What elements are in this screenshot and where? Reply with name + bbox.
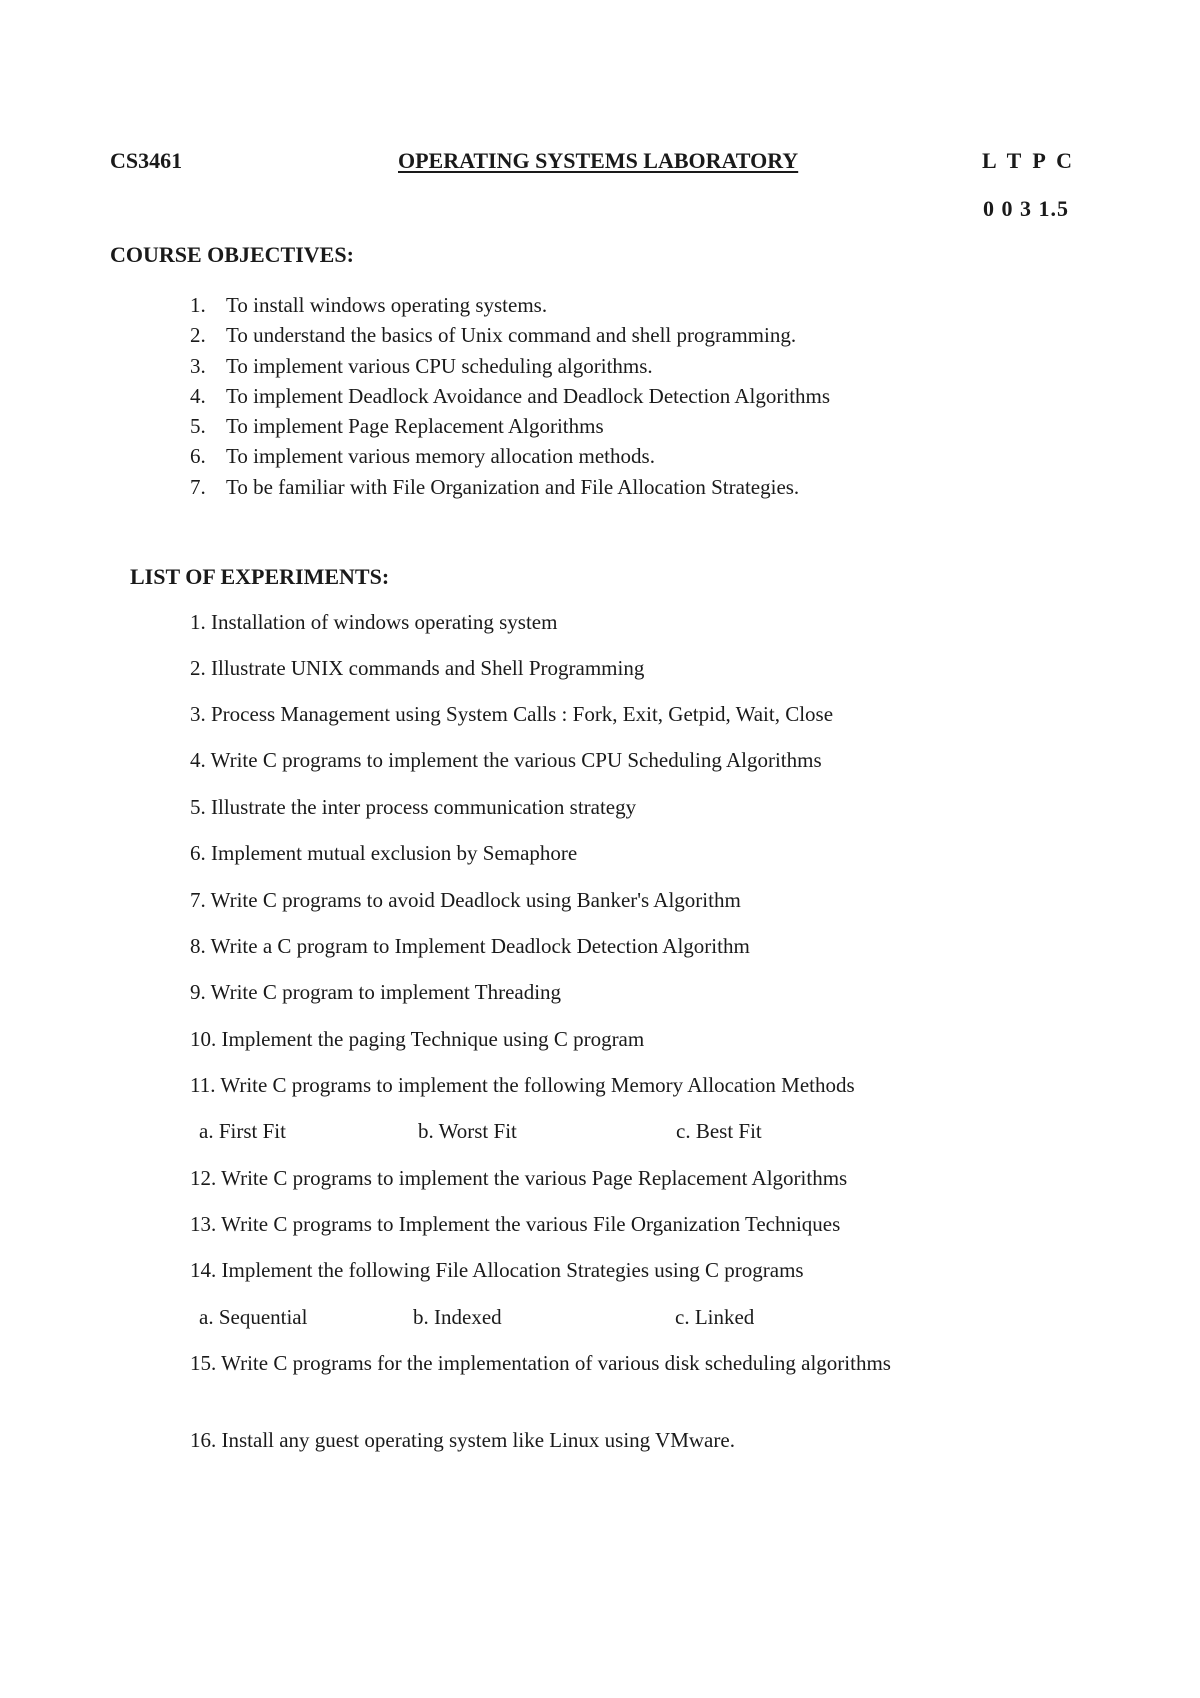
objectives-heading: COURSE OBJECTIVES:	[110, 242, 354, 267]
experiment-item-2: 2. Illustrate UNIX commands and Shell Programming	[190, 656, 645, 680]
list-item-number: 7.	[190, 474, 206, 499]
list-item-number: 6.	[190, 444, 206, 469]
list-item-number: 4.	[190, 383, 206, 408]
allocation-linked: c. Linked	[675, 1305, 755, 1329]
list-item	[190, 320, 830, 350]
experiment-item-9: 9. Write C program to implement Threading	[190, 980, 562, 1004]
list-item-text: To implement various memory allocation methods.	[226, 444, 655, 469]
list-item	[190, 441, 830, 471]
list-item	[190, 411, 830, 441]
experiment-item-4: 4. Write C programs to implement the various CPU Scheduling Algorithms	[190, 748, 822, 772]
list-item	[190, 290, 830, 320]
experiment-item-11: 11. Write C programs to implement the following Memory Allocation Methods	[190, 1073, 855, 1097]
list-item-text: To implement Deadlock Avoidance and Deadlock Detection Algorithms	[226, 383, 831, 408]
list-item-text: To install windows operating systems.	[226, 293, 548, 317]
experiment-item-12: 12. Write C programs to implement the various Page Replacement Algorithms	[190, 1166, 848, 1190]
list-item-number: 1.	[190, 293, 206, 317]
memory-method-worst-fit: b. Worst Fit	[418, 1119, 517, 1143]
list-item-text: To understand the basics of Unix command and shell programming.	[226, 323, 797, 348]
list-item	[190, 381, 830, 411]
list-item	[190, 351, 830, 381]
experiment-item-14: 14. Implement the following File Allocation Strategies using C programs	[190, 1258, 804, 1282]
experiments-heading: LIST OF EXPERIMENTS:	[130, 564, 390, 589]
experiment-item-7: 7. Write C programs to avoid Deadlock using Banker's Algorithm	[190, 888, 741, 912]
list-item-number: 2.	[190, 323, 206, 348]
credit-values: 0 0 3 1.5	[983, 196, 1069, 221]
memory-method-best-fit: c. Best Fit	[676, 1119, 762, 1143]
memory-methods-row	[190, 1117, 990, 1145]
list-item-text: To implement Page Replacement Algorithms	[226, 414, 604, 439]
course-code: CS3461	[110, 148, 183, 173]
experiment-item-15: 15. Write C programs for the implementation of various disk scheduling algorithms	[190, 1351, 891, 1375]
allocation-indexed: b. Indexed	[413, 1305, 502, 1329]
experiment-item-16: 16. Install any guest operating system like Linux using VMware.	[190, 1428, 735, 1452]
list-item	[190, 472, 830, 502]
list-item-text: To be familiar with File Organization and File Allocation Strategies.	[226, 474, 800, 499]
allocation-strategies-row	[190, 1303, 990, 1331]
course-title: OPERATING SYSTEMS LABORATORY	[398, 148, 799, 173]
experiment-item-8: 8. Write a C program to Implement Deadlock Detection Algorithm	[190, 934, 750, 958]
list-item-number: 3.	[190, 353, 206, 378]
allocation-sequential: a. Sequential	[199, 1305, 308, 1329]
experiment-item-3: 3. Process Management using System Calls : Fork, Exit, Getpid, Wait, Close	[190, 702, 834, 726]
experiment-item-1: 1. Installation of windows operating system	[190, 610, 558, 634]
experiment-item-10: 10. Implement the paging Technique using C program	[190, 1027, 645, 1051]
experiment-item-13: 13. Write C programs to Implement the various File Organization Techniques	[190, 1212, 841, 1236]
ltpc-label: L T P C	[982, 148, 1075, 173]
experiment-item-5: 5. Illustrate the inter process communication strategy	[190, 795, 637, 819]
experiment-item-6: 6. Implement mutual exclusion by Semaphore	[190, 841, 578, 865]
list-item-text: To implement various CPU scheduling algorithms.	[226, 353, 653, 378]
objectives-list	[190, 290, 830, 502]
list-item-number: 5.	[190, 414, 206, 439]
memory-method-first-fit: a. First Fit	[199, 1119, 286, 1143]
